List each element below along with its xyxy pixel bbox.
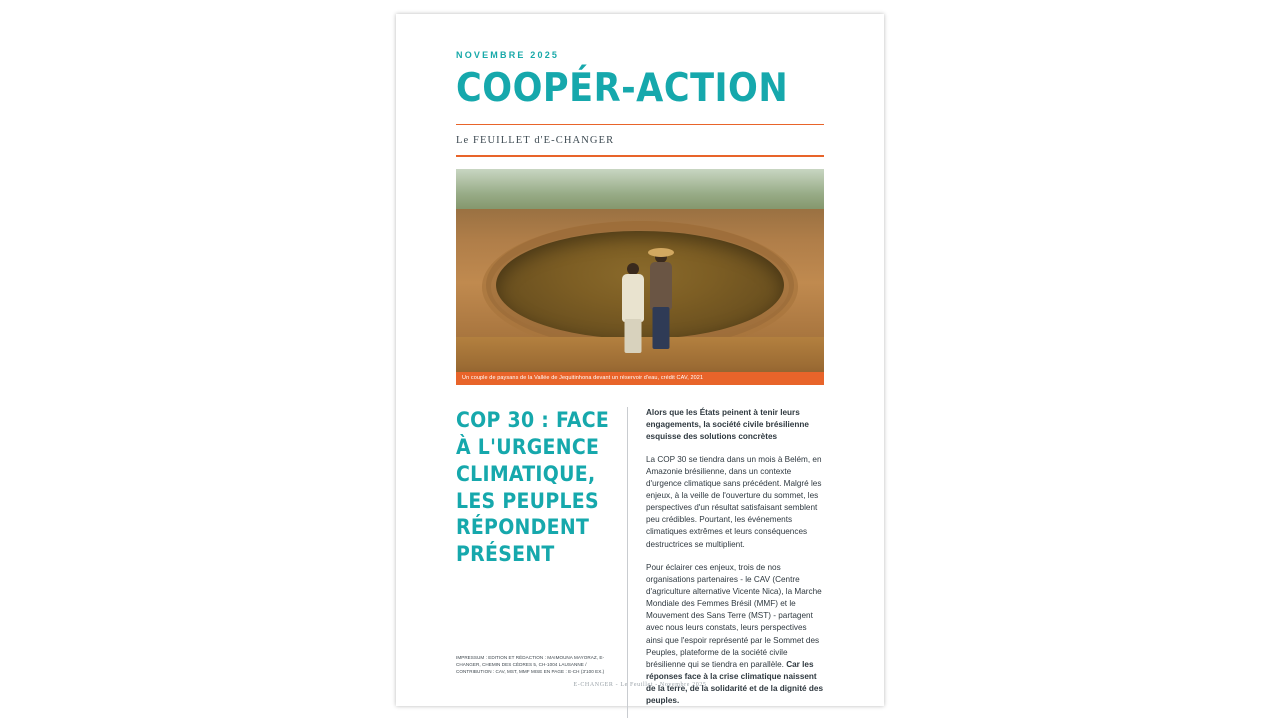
article-paragraph-1: La COP 30 se tiendra dans un mois à Belém, en Amazonie brésilienne, dans un contexte d'urgence climatique sans précédent. Malgré les enjeux, à la veille de l'ouverture du sommet, les perspectives d'un résultat satisfaisant semblent peu crédibles. Pourtant, les événements climatiques extrêmes et leurs conséquences destructrices se multiplient. — [646, 454, 822, 549]
issue-date: NOVEMBRE 2025 — [456, 50, 560, 60]
straw-hat-icon — [648, 248, 674, 257]
article-paragraph-2-plain: Pour éclairer ces enjeux, trois de nos organisations partenaires - le CAV (Centre d'agriculture alternative Vicente Nica), la Marche Mondiale des Femmes Brésil (MMF) et le Mouvement des Sans Terre (MST) - partagent avec nous leurs constats, leurs perspectives ainsi que l'espoir représenté par le Sommet des Peuples, plateforme de la société civile brésilienne qui se tiendra en parallèle. — [646, 562, 822, 669]
man-legs — [653, 307, 670, 349]
woman-body — [622, 274, 644, 322]
article-lede: Alors que les États peinent à tenir leurs engagements, la société civile brésilienne esquisse des solutions concrètes — [646, 407, 809, 441]
man-body — [650, 262, 672, 310]
publication-subtitle: Le FEUILLET d'E-CHANGER — [456, 135, 615, 147]
page-footer: E-CHANGER - Le Feuillet - Novembre 2025 — [573, 682, 707, 688]
hero-photo — [456, 169, 824, 385]
divider-top — [456, 124, 824, 126]
photo-person-woman — [620, 263, 646, 359]
article-left-column — [456, 407, 628, 718]
photo-person-man — [647, 251, 675, 359]
photo-caption: Un couple de paysans de la Vallée de Jequitinhona devant un réservoir d'eau, crédit CAV, 2021 — [456, 372, 824, 385]
impressum-block: IMPRESSUM : EDITION ET RÉDACTION : MAIMOUNA MAYORAZ, E-CHANGER, CHEMIN DES CÈDRES 5, CH-1004 LAUSANNE / CONTRIBUTION : CAV, MST, MMF MISE EN PAGE : E-CH (3'100 EX.) — [456, 655, 605, 675]
woman-legs — [624, 319, 641, 353]
article-right-column — [646, 407, 824, 718]
masthead-title: COOPÉR-ACTION — [456, 66, 789, 111]
article-columns — [456, 407, 824, 718]
newsletter-page — [396, 14, 884, 706]
article-paragraph-2-bold: Car les réponses face à la crise climatique naissent de la terre, de la solidarité et de la dignité des peuples. — [646, 659, 823, 706]
divider-under-subtitle — [456, 155, 824, 157]
article-headline: COP 30 : FACE À L'URGENCE CLIMATIQUE, LES PEUPLES RÉPONDENT PRÉSENT — [456, 407, 610, 567]
